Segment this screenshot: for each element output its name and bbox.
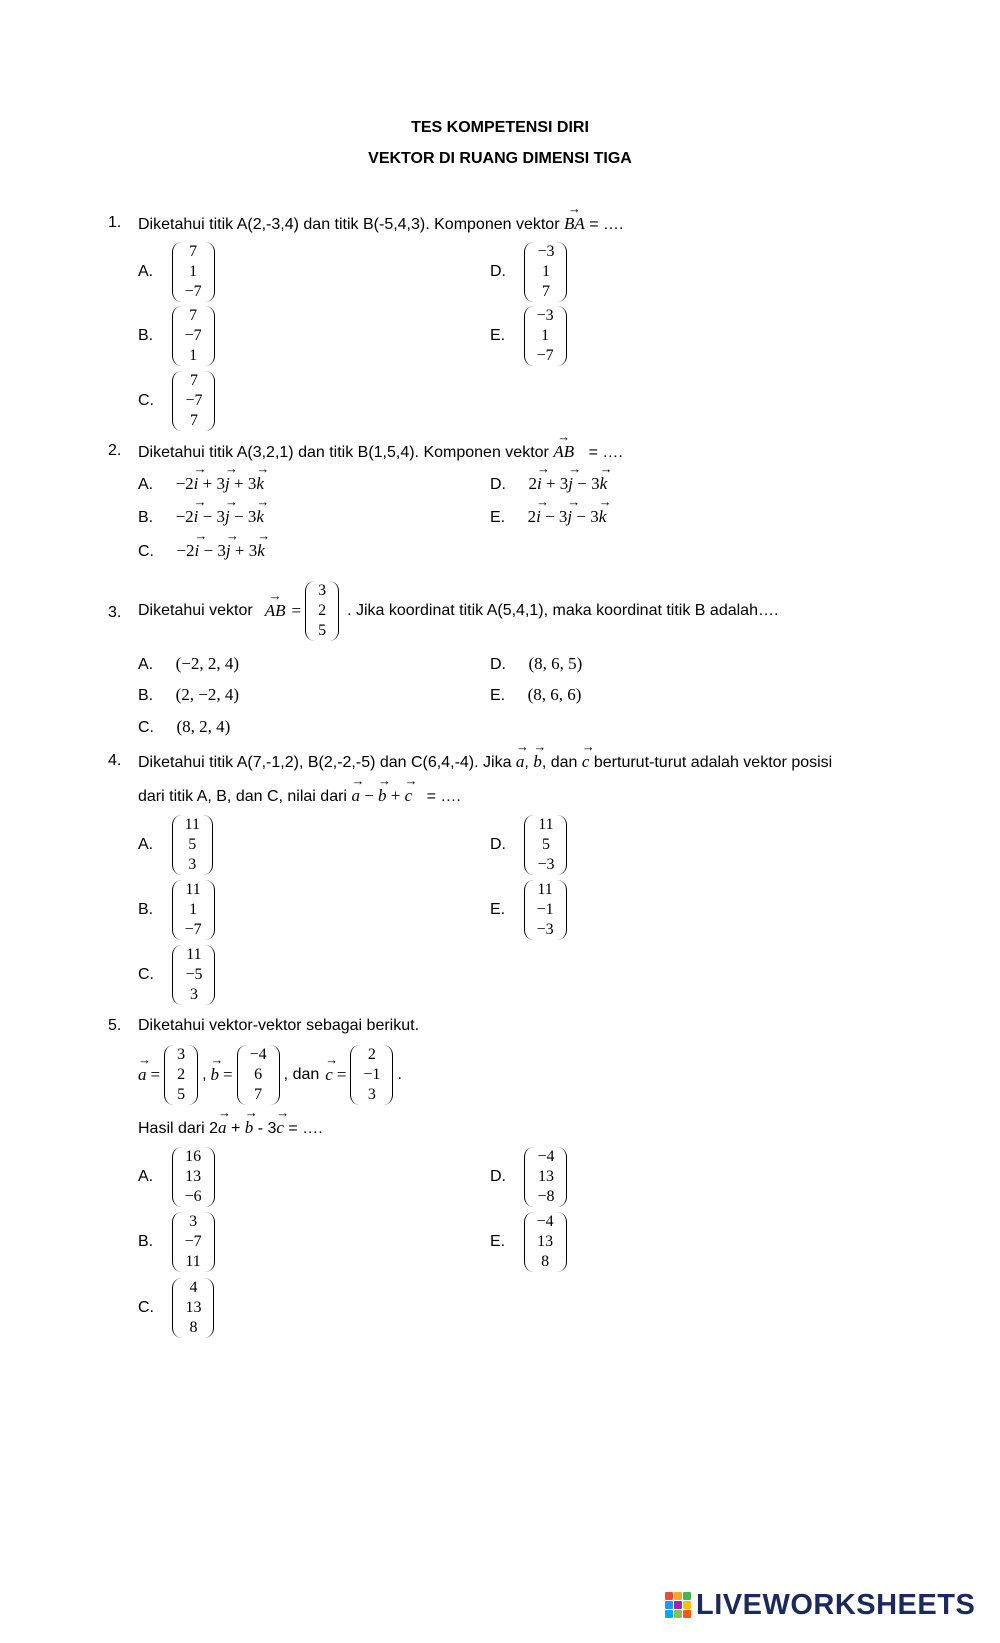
option-4a[interactable]: [138, 815, 213, 875]
option-5d[interactable]: [490, 1147, 567, 1207]
coordinate: (8, 6, 5): [528, 654, 583, 673]
option-letter: C.: [138, 543, 154, 560]
option-2b[interactable]: [138, 507, 264, 527]
question-text: Diketahui titik A(3,2,1) dan titik B(1,5,4). Komponen vektor: [138, 444, 549, 461]
vector-c: → c: [582, 752, 590, 772]
question-tail: . Jika koordinat titik A(5,4,1), maka koordinat titik B adalah….: [347, 602, 779, 619]
column-vector: −4 13 −8: [524, 1147, 567, 1207]
option-letter: E.: [490, 1233, 506, 1251]
option-2e[interactable]: [490, 507, 606, 527]
vector-b: → b: [211, 1065, 220, 1085]
question-5-text: Diketahui vektor-vektor sebagai berikut.: [138, 1017, 420, 1034]
question-4-line-2: [138, 786, 461, 806]
option-letter: D.: [490, 476, 506, 493]
logo-square: [665, 1610, 673, 1618]
logo-square: [683, 1610, 691, 1618]
logo-square: [674, 1592, 682, 1600]
equals-sign: =: [291, 601, 302, 620]
option-5c[interactable]: [138, 1278, 214, 1338]
question-number: 2.: [108, 442, 122, 459]
vector-expression: → a − → b + → c: [351, 786, 412, 805]
option-3a[interactable]: [138, 654, 239, 674]
logo-square: [683, 1601, 691, 1609]
option-3e[interactable]: [490, 685, 581, 705]
option-letter: D.: [490, 656, 506, 673]
column-vector: 7 −7 1: [172, 306, 215, 366]
column-vector: 11 5 3: [172, 815, 213, 875]
question-number: 5.: [108, 1017, 122, 1034]
option-1c[interactable]: [138, 371, 215, 431]
column-vector-c: 2 −1 3: [350, 1045, 393, 1105]
option-3d[interactable]: [490, 654, 582, 674]
option-3b[interactable]: [138, 685, 239, 705]
vector-a: → a: [516, 752, 525, 772]
coordinate: (2, −2, 4): [175, 685, 239, 704]
option-letter: E.: [490, 327, 506, 345]
column-vector-b: −4 6 7: [237, 1045, 280, 1105]
logo-square: [674, 1610, 682, 1618]
question-5-vectors: → a = 3 2 5 , → b = −4 6 7 , dan → c = 2 −1 3 .: [138, 1042, 402, 1108]
brand-name: LIVEWORKSHEETS: [696, 1588, 976, 1621]
option-letter: C.: [138, 966, 154, 984]
option-3c[interactable]: [138, 717, 230, 737]
coordinate: (8, 6, 6): [527, 685, 582, 704]
option-2c[interactable]: [138, 541, 265, 561]
vector-name: → AB: [265, 601, 286, 621]
column-vector: −4 13 8: [524, 1212, 567, 1272]
column-vector: 11 −5 3: [172, 945, 215, 1005]
option-letter: C.: [138, 719, 154, 736]
option-letter: A.: [138, 476, 154, 493]
option-2d[interactable]: [490, 474, 607, 494]
option-letter: A.: [138, 1168, 154, 1186]
option-1a[interactable]: [138, 242, 215, 302]
option-letter: C.: [138, 392, 154, 410]
question-3-text: [138, 578, 778, 644]
option-1d[interactable]: [490, 242, 567, 302]
question-tail: = ….: [426, 788, 461, 805]
option-4c[interactable]: [138, 945, 215, 1005]
vector-expression: −2→ i − 3→ j + 3→ k: [176, 541, 264, 560]
option-4d[interactable]: [490, 815, 567, 875]
option-letter: D.: [490, 1168, 506, 1186]
vector-expression: 2→ i − 3→ j − 3→ k: [528, 507, 607, 526]
option-5b[interactable]: [138, 1212, 215, 1272]
coordinate: (−2, 2, 4): [175, 654, 239, 673]
vector-c: → c: [325, 1065, 333, 1085]
option-1b[interactable]: [138, 306, 215, 366]
question-number: 3.: [108, 604, 122, 621]
option-letter: A.: [138, 263, 154, 281]
question-text: Diketahui titik A(2,-3,4) dan titik B(-5,4,3). Komponen vektor: [138, 216, 560, 233]
logo-square: [674, 1601, 682, 1609]
option-letter: B.: [138, 327, 154, 345]
question-text: dari titik A, B, dan C, nilai dari: [138, 788, 347, 805]
option-letter: C.: [138, 1299, 154, 1317]
option-letter: B.: [138, 687, 154, 704]
option-4b[interactable]: [138, 880, 215, 940]
question-number: 1.: [108, 214, 122, 231]
question-4-line-1: Diketahui titik A(7,-1,2), B(2,-2,-5) dan C(6,4,-4). Jika → a, → b, dan → c berturut-turut adalah vektor posisi: [138, 752, 832, 772]
option-5e[interactable]: [490, 1212, 567, 1272]
question-text: Diketahui vektor: [138, 602, 253, 619]
question-text: Diketahui titik A(7,-1,2), B(2,-2,-5) dan C(6,4,-4). Jika: [138, 754, 512, 771]
option-letter: B.: [138, 1233, 154, 1251]
vector-a: → a: [138, 1065, 147, 1085]
logo-square: [665, 1601, 673, 1609]
column-vector: 4 13 8: [172, 1278, 214, 1338]
vector-name: → BA: [564, 214, 585, 234]
liveworksheets-logo[interactable]: [665, 1588, 975, 1622]
column-vector: 3 −7 11: [172, 1212, 215, 1272]
coordinate: (8, 2, 4): [176, 717, 231, 736]
vector-expression: −2→ i + 3→ j + 3→ k: [176, 474, 264, 493]
option-letter: D.: [490, 836, 506, 854]
question-tail: = ….: [589, 216, 624, 233]
option-letter: A.: [138, 836, 154, 854]
option-letter: B.: [138, 901, 154, 919]
page-title: TES KOMPETENSI DIRI: [411, 119, 589, 136]
column-vector: 16 13 −6: [172, 1147, 215, 1207]
column-vector: −3 1 7: [524, 242, 567, 302]
option-letter: B.: [138, 509, 154, 526]
column-vector-a: 3 2 5: [164, 1045, 198, 1105]
option-letter: E.: [490, 509, 506, 526]
question-1-text: [138, 214, 623, 234]
column-vector: 11 5 −3: [524, 815, 567, 875]
logo-square: [683, 1592, 691, 1600]
option-letter: D.: [490, 263, 506, 281]
column-vector: 7 1 −7: [172, 242, 215, 302]
column-vector: 3 2 5: [305, 581, 339, 641]
option-2a[interactable]: [138, 474, 264, 494]
column-vector: 11 −1 −3: [524, 880, 567, 940]
question-tail: = ….: [588, 444, 623, 461]
column-vector: −3 1 −7: [524, 306, 567, 366]
option-4e[interactable]: [490, 880, 567, 940]
option-5a[interactable]: [138, 1147, 215, 1207]
vector-name: → AB: [553, 442, 574, 462]
question-number: 4.: [108, 752, 122, 769]
question-text: berturut-turut adalah vektor posisi: [593, 754, 833, 771]
option-letter: A.: [138, 656, 154, 673]
question-2-text: [138, 442, 623, 462]
vector-expression: −2→ i − 3→ j − 3→ k: [176, 507, 264, 526]
page-subtitle: VEKTOR DI RUANG DIMENSI TIGA: [368, 150, 632, 167]
question-5-prompt: Hasil dari 2→ a + → b - 3→ c = ….: [138, 1118, 323, 1138]
column-vector: 11 1 −7: [172, 880, 215, 940]
vector-b: → b: [533, 752, 542, 772]
vector-expression: 2→ i + 3→ j − 3→ k: [528, 474, 607, 493]
option-1e[interactable]: [490, 306, 567, 366]
option-letter: E.: [490, 687, 506, 704]
option-letter: E.: [490, 901, 506, 919]
logo-grid-icon: [665, 1592, 691, 1618]
logo-square: [665, 1592, 673, 1600]
column-vector: 7 −7 7: [172, 371, 215, 431]
